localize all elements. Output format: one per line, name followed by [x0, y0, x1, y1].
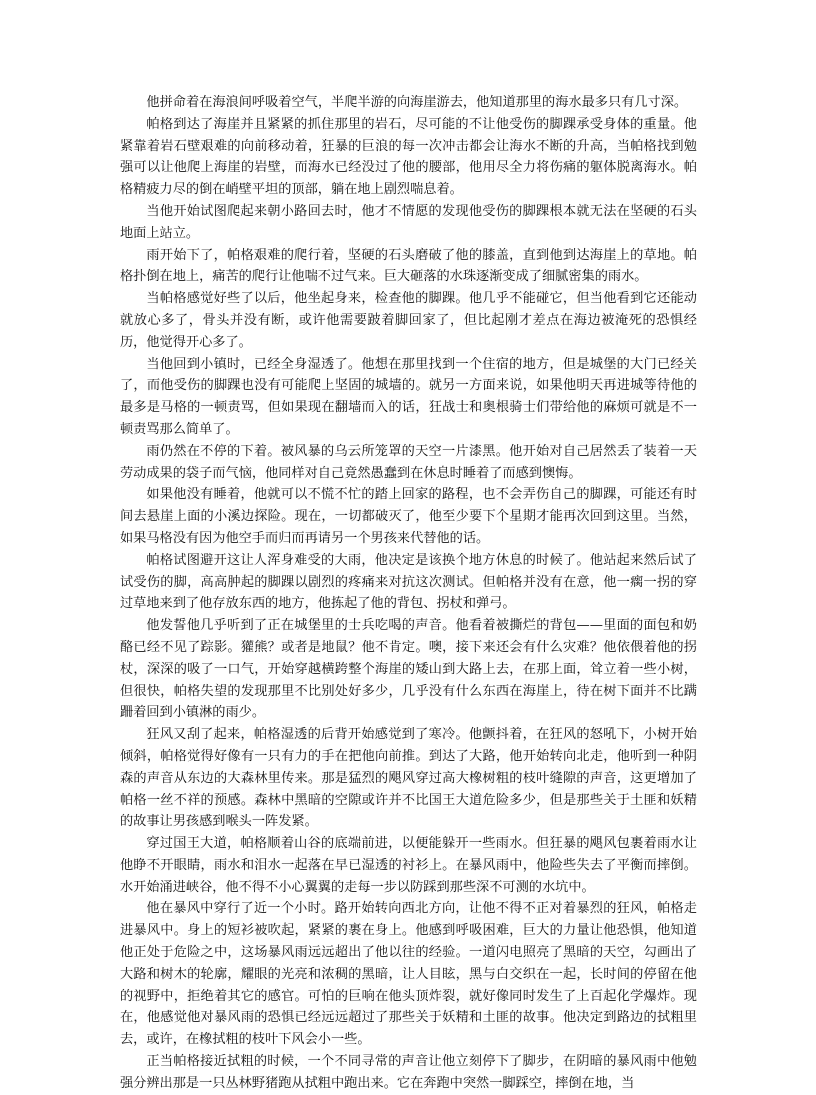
paragraph: 当帕格感觉好些了以后，他坐起身来，检查他的脚踝。他几乎不能碰它，但当他看到它还能动就放心多了，骨头并没有断，或许他需要跛着脚回家了，但比起刚才差点在海边被淹死的恐惧经历，他觉得开心多了。 [120, 291, 697, 350]
paragraph: 他在暴风中穿行了近一个小时。路开始转向西北方向，让他不得不正对着暴烈的狂风，帕格走进暴风中。身上的短衫被吹起，紧紧的裹在身上。他感到呼吸困难，巨大的力量让他恐惧，他知道他正处于危险之中，这场暴风雨远远超出了他以往的经验。一道闪电照亮了黑暗的天空，勾画出了大路和树木的轮廓，耀眼的光亮和浓稠的黑暗，让人目眩，黑与白交织在一起，长时间的停留在他的视野中，拒绝着其它的感官。可怕的巨响在他头顶炸裂，就好像同时发生了上百起化学爆炸。现在，他感觉他对暴风雨的恐惧已经远远超过了那些关于妖精和土匪的故事。他决定到路边的拭粗里去，或许，在橡拭粗的枝叶下风会小一些。 [120, 901, 697, 1048]
paragraph: 他拼命着在海浪间呼吸着空气，半爬半游的向海崖游去，他知道那里的海水最多只有几寸深。 [146, 95, 688, 110]
paragraph: 狂风又刮了起来，帕格湿透的后背开始感觉到了寒冷。他颤抖着，在狂风的怒吼下，小树开始倾斜，帕格觉得好像有一只有力的手在把他向前推。到达了大路，他开始转向北走，他听到一种阴森的声音从东边的大森林里传来。那是猛烈的飓风穿过高大橡树粗的枝叶缝隙的声音，这更增加了帕格一丝不祥的预感。森林中黑暗的空隙或许并不比国王大道危险多少，但是那些关于土匪和妖精的故事让男孩感到喉头一阵发紧。 [120, 727, 697, 830]
paragraph: 如果他没有睡着，他就可以不慌不忙的踏上回家的路程，也不会弄伤自己的脚踝，可能还有时间去悬崖上面的小溪边探险。现在，一切都破灭了，他至少要下个星期才能再次回到这里。当然，如果马格没有因为他空手而归而再请另一个男孩来代替他的话。 [120, 487, 697, 546]
paragraph: 正当帕格接近拭粗的时候，一个不同寻常的声音让他立刻停下了脚步，在阴暗的暴风雨中他勉强分辨出那是一只丛林野猪跑从拭粗中跑出来。它在奔跑中突然一脚踩空，摔倒在地，当 [120, 1054, 697, 1091]
paragraph: 雨开始下了，帕格艰难的爬行着，坚硬的石头磨破了他的膝盖，直到他到达海崖上的草地。帕格扑倒在地上，痛苦的爬行让他喘不过气来。巨大砸落的水珠逐渐变成了细腻密集的雨水。 [120, 247, 697, 285]
paragraph: 雨仍然在不停的下着。被风暴的乌云所笼罩的天空一片漆黑。他开始对自己居然丢了装着一天劳动成果的袋子而气恼，他同样对自己竟然愚蠢到在休息时睡着了而感到懊悔。 [120, 443, 697, 481]
paragraph: 帕格到达了海崖并且紧紧的抓住那里的岩石，尽可能的不让他受伤的脚踝承受身体的重量。他紧靠着岩石壁艰难的向前移动着，狂暴的巨浪的每一次冲击都会让海水不断的升高，当帕格找到勉强可以让他爬上海崖的岩壁，而海水已经没过了他的腰部，他用尽全力将伤痛的躯体脱离海水。帕格精疲力尽的倒在峭壁平坦的顶部，躺在地上剧烈喘息着。 [120, 116, 697, 198]
paragraph: 当他开始试图爬起来朝小路回去时，他才不情愿的发现他受伤的脚踝根本就无法在坚硬的石头地面上站立。 [120, 203, 697, 241]
document-page [120, 92, 697, 1095]
paragraph: 穿过国王大道，帕格顺着山谷的底端前进，以便能躲开一些雨水。但狂暴的飓风包裹着雨水让他睁不开眼睛，雨水和泪水一起落在早已湿透的衬衫上。在暴风雨中，他险些失去了平衡而摔倒。水开始涌进峡谷，他不得不小心翼翼的走每一步以防踩到那些深不可测的水坑中。 [120, 836, 697, 895]
paragraph: 他发誓他几乎听到了正在城堡里的士兵吃喝的声音。他看着被撕烂的背包——里面的面包和奶酪已经不见了踪影。獾熊？或者是地鼠？他不肯定。噢，接下来还会有什么灾难？他依偎着他的拐杖，深深的吸了一口气，开始穿越横跨整个海崖的矮山到大路上去，在那上面，耸立着一些小树，但很快，帕格失望的发现那里不比别处好多少，几乎没有什么东西在海崖上，待在树下面并不比蹒跚着回到小镇淋的雨少。 [120, 618, 697, 721]
paragraph: 当他回到小镇时，已经全身湿透了。他想在那里找到一个住宿的地方，但是城堡的大门已经关了，而他受伤的脚踝也没有可能爬上坚固的城墙的。就另一方面来说，如果他明天再进城等待他的最多是马格的一顿责骂，但如果现在翻墙而入的话，狂战士和奥根骑士们带给他的麻烦可就是不一顿责骂那么简单了。 [120, 356, 697, 437]
paragraph: 帕格试图避开这让人浑身难受的大雨，他决定是该换个地方休息的时候了。他站起来然后试了试受伤的脚，高高肿起的脚踝以剧烈的疼痛来对抗这次测试。但帕格并没有在意，他一瘸一拐的穿过草地来到了他存放东西的地方，他拣起了他的背包、拐杖和弹弓。 [120, 552, 697, 612]
